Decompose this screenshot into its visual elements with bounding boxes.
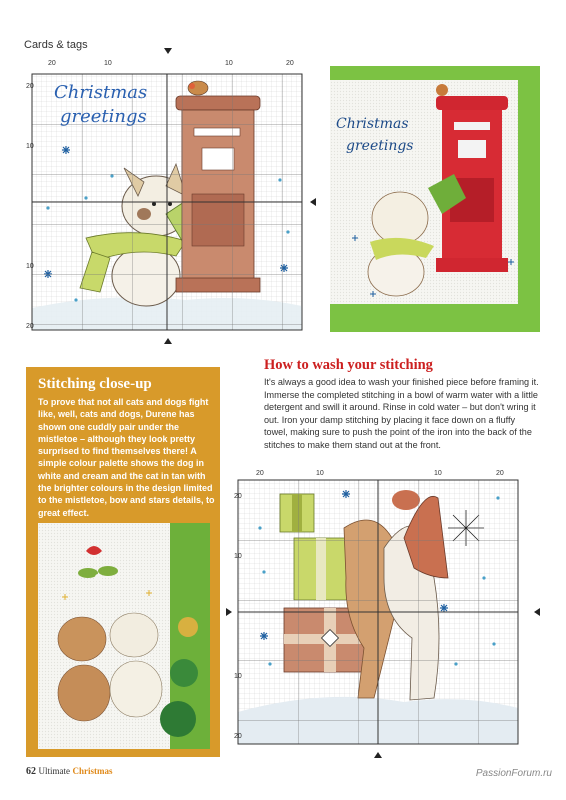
chart-2-svg (234, 468, 532, 752)
center-arrow (374, 752, 382, 758)
top-tick: 10 (316, 470, 324, 477)
top-tick: 20 (286, 60, 294, 67)
side-tick: 20 (26, 323, 34, 330)
wash-title: How to wash your stitching (264, 357, 433, 373)
side-tick: 20 (234, 493, 242, 500)
center-arrow (164, 48, 172, 54)
cross-stitch-chart-cat-dog-presents (234, 468, 532, 752)
top-tick: 20 (256, 470, 264, 477)
center-arrow (164, 338, 172, 344)
chart-1-svg (26, 56, 310, 338)
top-tick: 10 (104, 60, 112, 67)
page-footer (26, 766, 113, 777)
photo-greeting-line1: Christmas (336, 116, 409, 132)
top-tick: 20 (496, 470, 504, 477)
photo-greeting-line2: greetings (346, 138, 414, 154)
magazine-issue: Christmas (72, 766, 113, 776)
photo-2-svg (38, 523, 210, 749)
top-tick: 20 (48, 60, 56, 67)
section-label: Cards & tags (24, 39, 88, 51)
center-arrow (534, 608, 540, 616)
stitched-card-photo-dog-postbox (330, 66, 540, 332)
sidebar-body: To prove that not all cats and dogs fight like, well, cats and dogs, Durene has shown one cuddly pair under the mistletoe – although they look pretty surprised to find themselves there! A simple colour palette shows the dog in white and cream and the cat in tan with the brighter colours in the design limited to the mistletoe, bow and stars details, to great effect. (38, 397, 215, 518)
top-tick: 10 (225, 60, 233, 67)
center-arrow (226, 608, 232, 616)
magazine-name: Ultimate (38, 766, 71, 776)
page-number: 62 (26, 766, 36, 777)
watermark: PassionForum.ru (475, 768, 552, 779)
wash-body: It's always a good idea to wash your finished piece before framing it. Immerse the completed stitching in a bowl of warm water with a little detergent and swill it around. Rinse in cold water – but don't wring it out. Iron your damp stitching by placing it face down on a fluffy towel, making sure to push the point of the iron into the back of the stitches to make them stand out at the front. (264, 377, 539, 450)
chart-greeting-line2: greetings (60, 106, 147, 127)
side-tick: 10 (26, 263, 34, 270)
cross-stitch-chart-dog-postbox (26, 56, 310, 338)
center-arrow (310, 198, 316, 206)
side-tick: 20 (234, 733, 242, 740)
side-tick: 10 (26, 143, 34, 150)
side-tick: 10 (234, 673, 242, 680)
stitching-close-up-box (26, 367, 220, 757)
side-tick: 20 (26, 83, 34, 90)
side-tick: 10 (234, 553, 242, 560)
top-tick: 10 (434, 470, 442, 477)
chart-greeting-line1: Christmas (54, 82, 148, 103)
sidebar-title: Stitching close-up (38, 376, 152, 392)
close-up-photo-cat-dog-mistletoe (38, 523, 210, 749)
photo-1-svg (330, 66, 540, 332)
